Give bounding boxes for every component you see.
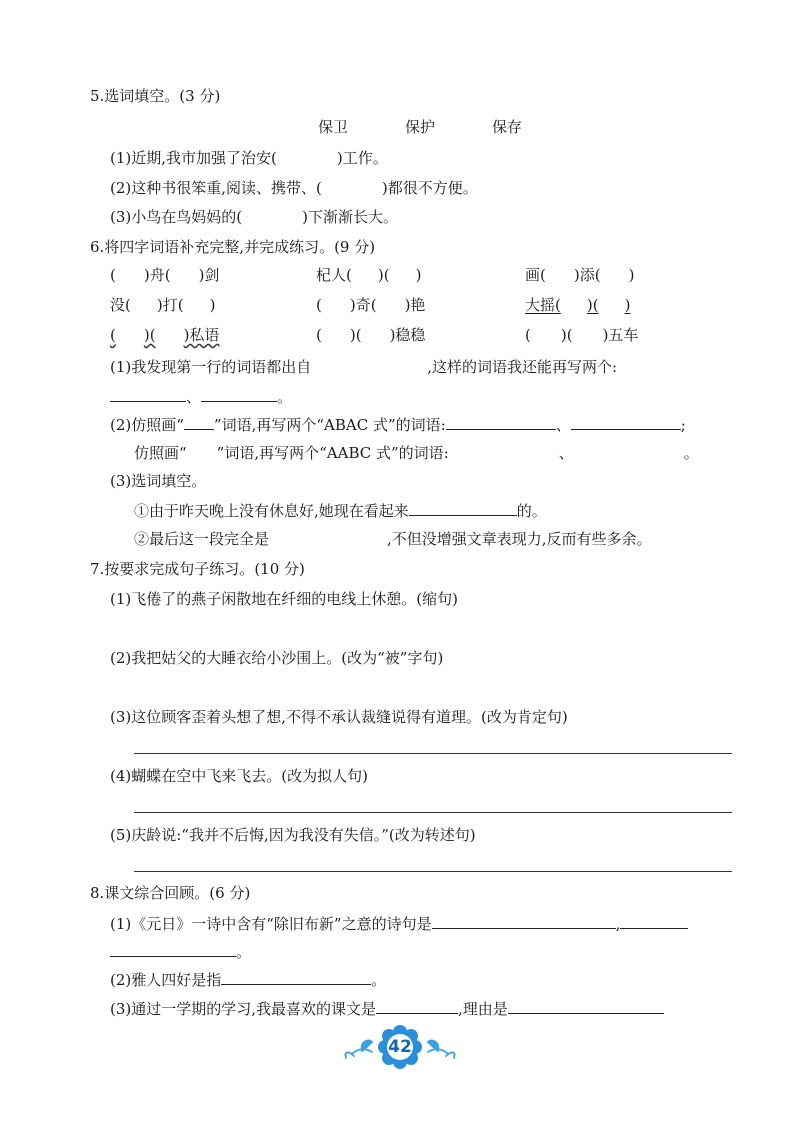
- q6-idiom-r2-a[interactable]: 没( )打( ): [110, 296, 216, 314]
- q6-part1-cont: 、 。: [110, 386, 292, 407]
- q8-part1: (1)《元日》一诗中含有“除旧布新”之意的诗句是 ,: [110, 913, 688, 934]
- page-number-badge: [338, 1024, 462, 1070]
- q7-answer-line-3[interactable]: [134, 753, 732, 754]
- q6-title: 6.将四字词语补充完整,并完成练习。(9 分): [90, 238, 376, 256]
- q5-option-1: 保卫: [318, 118, 349, 136]
- page-number: 42: [388, 1037, 412, 1057]
- q8-p1-blank-2[interactable]: [620, 913, 688, 929]
- q6-part3-2: ②最后这一段完全是 ,不但没增强文章表现力,反而有些多余。: [134, 530, 652, 548]
- q7-answer-line-4[interactable]: [134, 812, 732, 813]
- q6-p1-blank-2[interactable]: [201, 386, 277, 402]
- q6-idiom-r3-b[interactable]: ( )( )稳稳: [316, 326, 426, 344]
- q6-idiom-r1-b[interactable]: 杞人( )( ): [316, 266, 422, 284]
- q7-item-2: (2)我把姑父的大睡衣给小沙围上。(改为“被”字句): [110, 649, 444, 667]
- q8-part1-cont: 。: [110, 941, 251, 962]
- q8-p3-blank-1[interactable]: [376, 998, 458, 1014]
- q6-p2b-mark: [187, 443, 217, 463]
- q6-part2a: (2)仿照画“ ”词语,再写两个“ABAC 式”的词语: 、 ;: [110, 416, 686, 434]
- q6-idiom-r3-c[interactable]: ( )( )五车: [525, 326, 639, 344]
- q8-p1-blank-1[interactable]: [432, 913, 616, 929]
- q6-p2a-blank-2[interactable]: [571, 414, 681, 430]
- q7-item-5: (5)庆龄说:“我并不后悔,因为我没有失信。”(改为转述句): [110, 826, 476, 844]
- q7-title: 7.按要求完成句子练习。(10 分): [90, 560, 305, 578]
- q7-item-3: (3)这位顾客歪着头想了想,不得不承认裁缝说得有道理。(改为肯定句): [110, 708, 568, 726]
- q5-item-3: (3)小鸟在鸟妈妈的( )下渐渐长大。: [110, 208, 398, 226]
- q6-p2a-blank-1[interactable]: [446, 414, 556, 430]
- q5-option-2: 保护: [405, 118, 436, 136]
- q6-p2a-mark: [184, 414, 214, 430]
- q8-title: 8.课文综合回顾。(6 分): [90, 884, 251, 902]
- q5-option-3: 保存: [492, 118, 523, 136]
- q6-idiom-r1-c[interactable]: 画( )添( ): [525, 266, 635, 284]
- q6-part3-title: (3)选词填空。: [110, 472, 207, 490]
- q7-item-1: (1)飞倦了的燕子闲散地在纤细的电线上休憩。(缩句): [110, 590, 458, 608]
- q6-part2b: 仿照画“ ”词语,再写两个“AABC 式”的词语: 、 。: [134, 444, 699, 462]
- q6-p3-blank-1[interactable]: [409, 500, 517, 516]
- q8-p2-blank[interactable]: [221, 969, 371, 985]
- q6-idiom-r3-a[interactable]: ( )( )私语: [110, 326, 220, 344]
- q5-item-2: (2)这种书很笨重,阅读、携带、( )都很不方便。: [110, 179, 478, 197]
- q8-p3-blank-2[interactable]: [508, 998, 664, 1014]
- q7-answer-line-5[interactable]: [134, 871, 732, 872]
- q8-part3: (3)通过一学期的学习,我最喜欢的课文是 ,理由是: [110, 998, 664, 1019]
- q8-p1-blank-3[interactable]: [110, 941, 236, 957]
- q8-part2: (2)雅人四好是指 。: [110, 971, 387, 989]
- q6-p1-blank-1[interactable]: [110, 386, 186, 402]
- q5-item-1: (1)近期,我市加强了治安( )工作。: [110, 149, 388, 167]
- q5-title: 5.选词填空。(3 分): [90, 87, 221, 105]
- q6-idiom-r2-c[interactable]: 大摇( )( ): [525, 296, 631, 314]
- q6-part3-1: ①由于昨天晚上没有休息好,她现在看起来 的。: [134, 502, 547, 520]
- q7-item-4: (4)蝴蝶在空中飞来飞去。(改为拟人句): [110, 767, 368, 785]
- q6-part1: (1)我发现第一行的词语都出自 ,这样的词语我还能再写两个:: [110, 358, 618, 376]
- q6-idiom-r1-a[interactable]: ( )舟( )剑: [110, 266, 220, 284]
- q6-idiom-r2-b[interactable]: ( )奇( )艳: [316, 296, 426, 314]
